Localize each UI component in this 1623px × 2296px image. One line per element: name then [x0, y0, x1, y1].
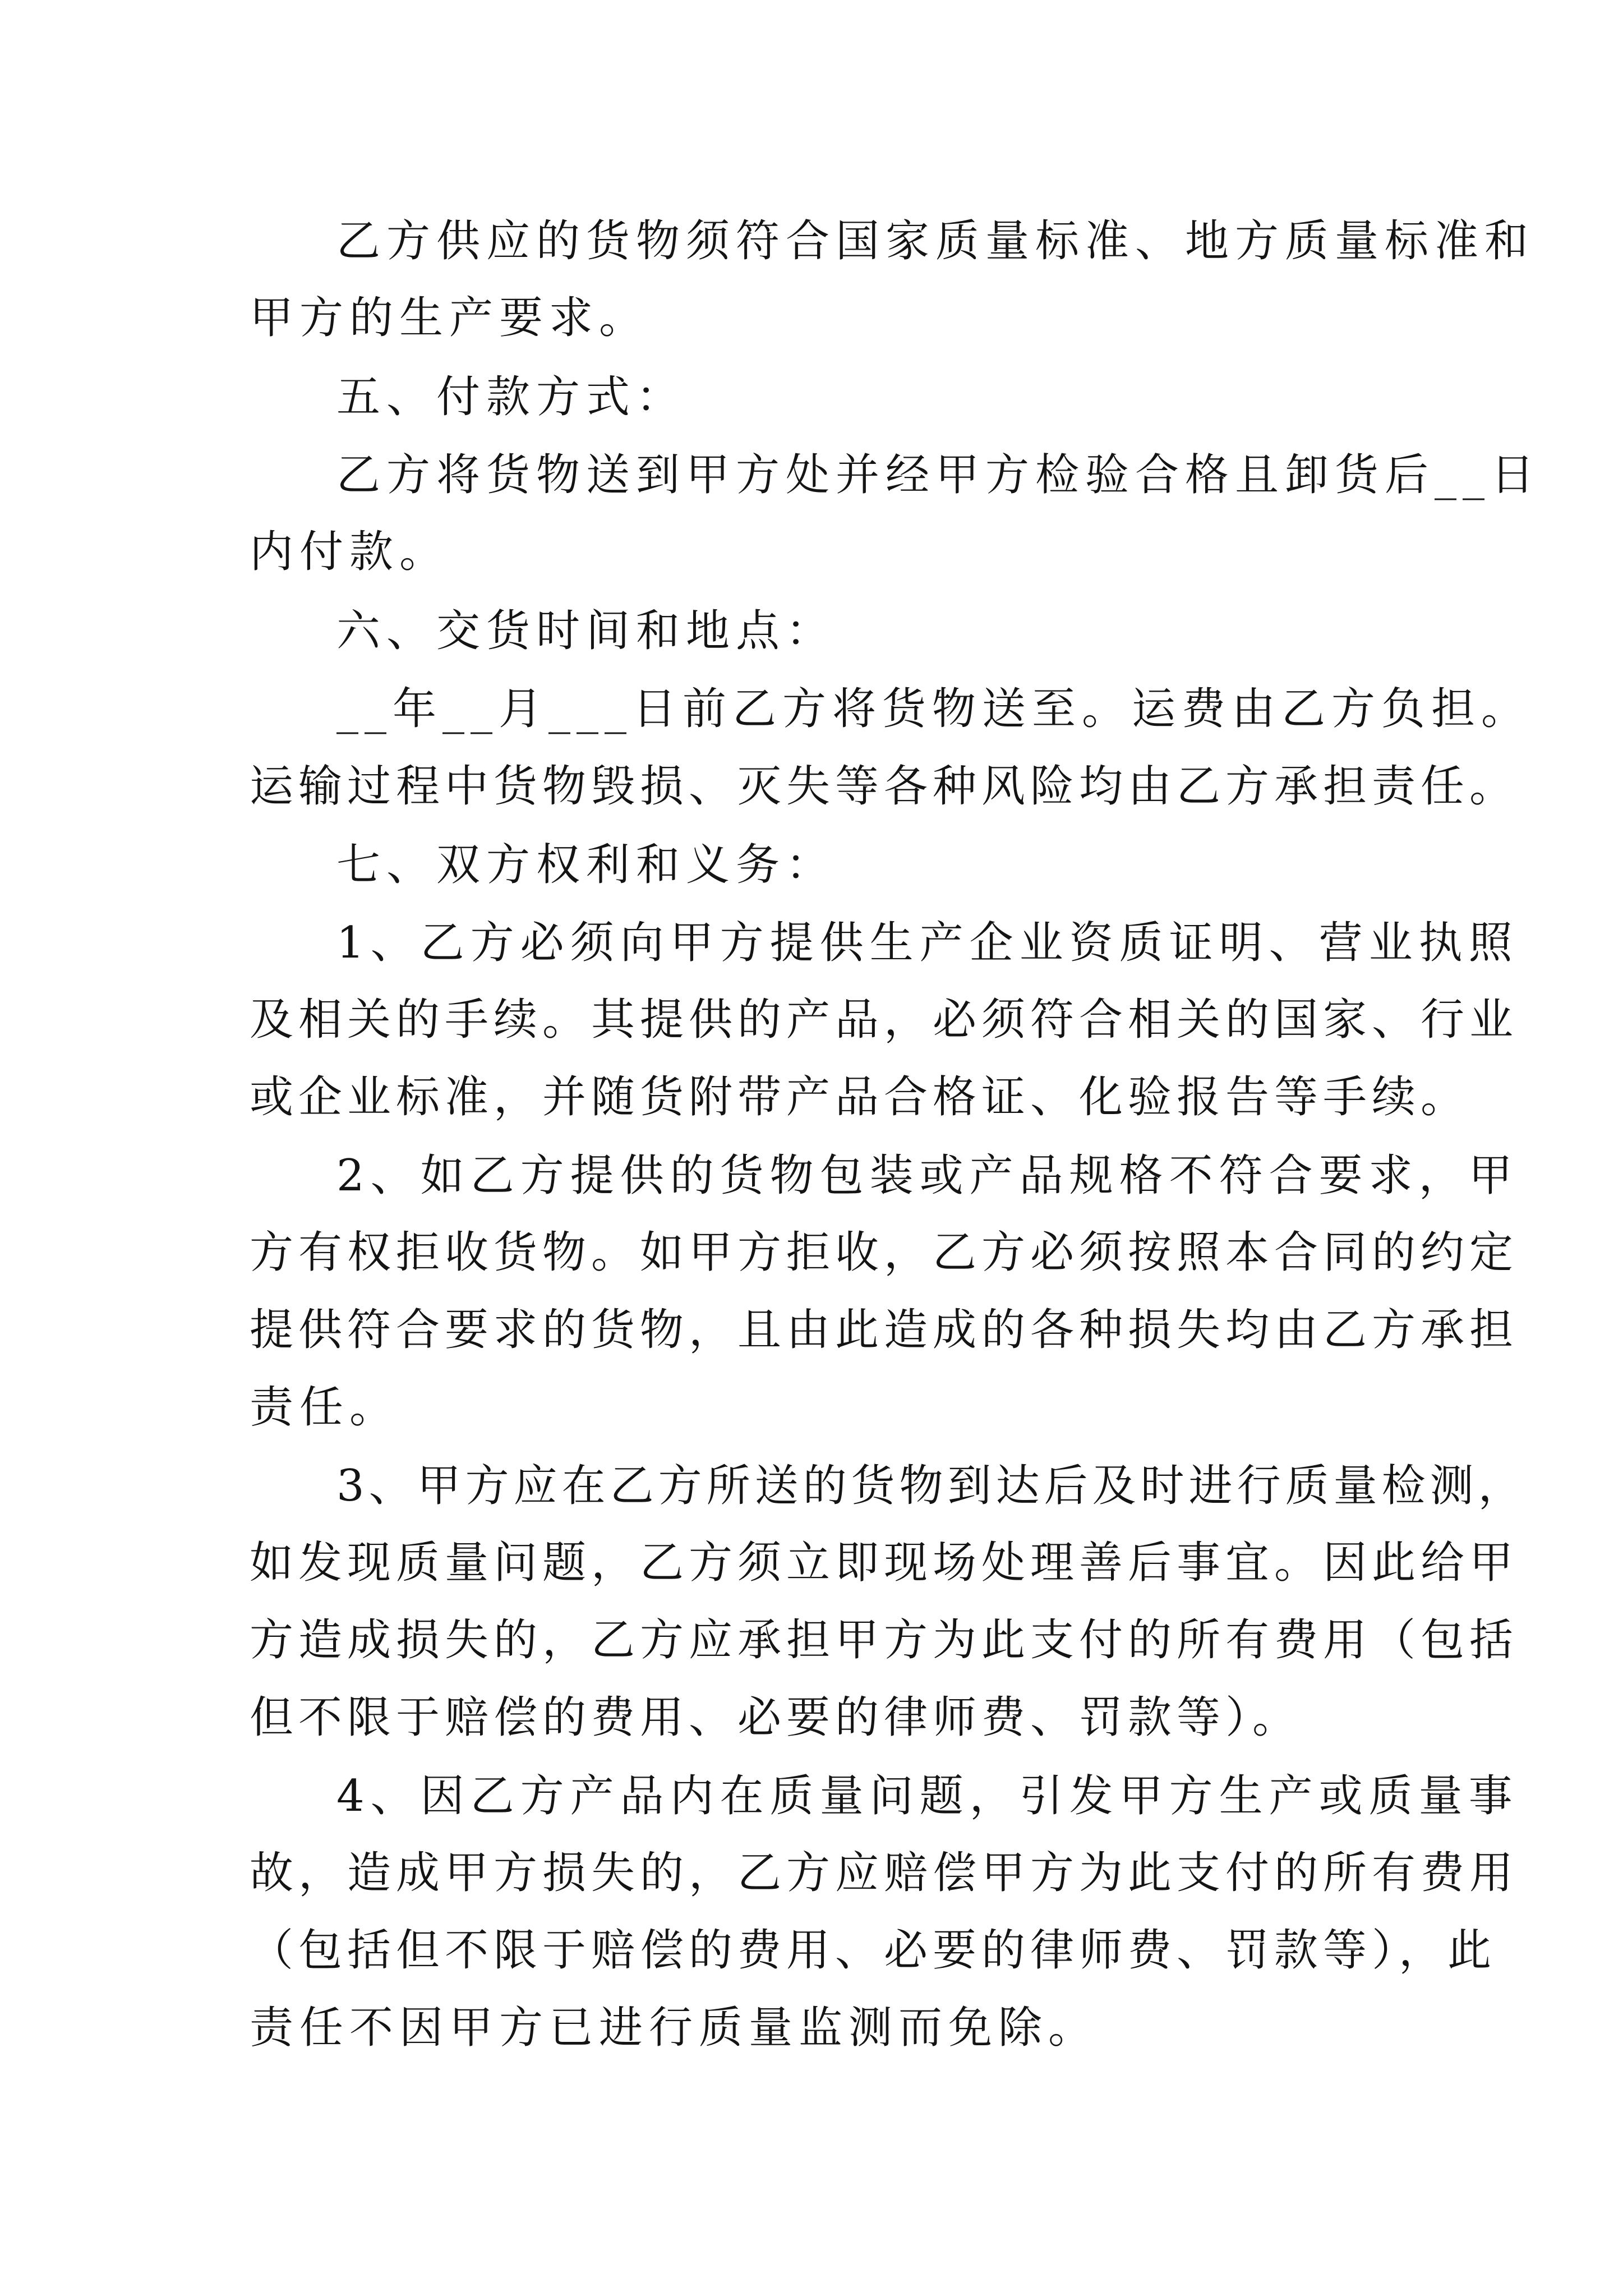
paragraph-line: 乙方供应的货物须符合国家质量标准、地方质量标准和: [336, 216, 1535, 266]
paragraph-line: （包括但不限于赔偿的费用、必要的律师费、罚款等），此: [250, 1925, 1497, 1976]
paragraph-line: 责任。: [250, 1382, 400, 1433]
paragraph-line: 及相关的手续。其提供的产品，必须符合相关的国家、行业: [250, 995, 1519, 1045]
paragraph-line: 如发现质量问题，乙方须立即现场处理善后事宜。因此给甲: [250, 1538, 1519, 1588]
section-heading: 五、付款方式：: [336, 372, 686, 422]
paragraph-line: 责任不因甲方已进行质量监测而免除。: [250, 2003, 1099, 2053]
paragraph-line: 运输过程中货物毁损、灭失等各种风险均由乙方承担责任。: [250, 761, 1519, 812]
paragraph-line: 或企业标准，并随货附带产品合格证、化验报告等手续。: [250, 1072, 1470, 1122]
section-heading: 六、交货时间和地点：: [336, 606, 836, 656]
paragraph-line: 提供符合要求的货物，且由此造成的各种损失均由乙方承担: [250, 1305, 1519, 1355]
paragraph-line: 3、甲方应在乙方所送的货物到达后及时进行质量检测，: [336, 1461, 1527, 1511]
paragraph-line: 1、乙方必须向甲方提供生产企业资质证明、营业执照: [336, 918, 1519, 968]
paragraph-line: 4、因乙方产品内在质量问题，引发甲方生产或质量事: [336, 1771, 1519, 1821]
paragraph-line: 但不限于赔偿的费用、必要的律师费、罚款等）。: [250, 1692, 1302, 1743]
section-heading: 七、双方权利和义务：: [336, 840, 836, 890]
paragraph-line: 内付款。: [250, 527, 450, 577]
paragraph-line: 2、如乙方提供的货物包装或产品规格不符合要求，甲: [336, 1151, 1519, 1201]
paragraph-line: __年__月___日前乙方将货物送至。运费由乙方负担。: [336, 684, 1532, 734]
paragraph-line: 方造成损失的，乙方应承担甲方为此支付的所有费用（包括: [250, 1615, 1519, 1665]
paragraph-line: 故，造成甲方损失的，乙方应赔偿甲方为此支付的所有费用: [250, 1848, 1519, 1898]
paragraph-line: 方有权拒收货物。如甲方拒收，乙方必须按照本合同的约定: [250, 1227, 1519, 1278]
paragraph-line: 乙方将货物送到甲方处并经甲方检验合格且卸货后__日: [336, 450, 1541, 500]
paragraph-line: 甲方的生产要求。: [250, 293, 649, 343]
